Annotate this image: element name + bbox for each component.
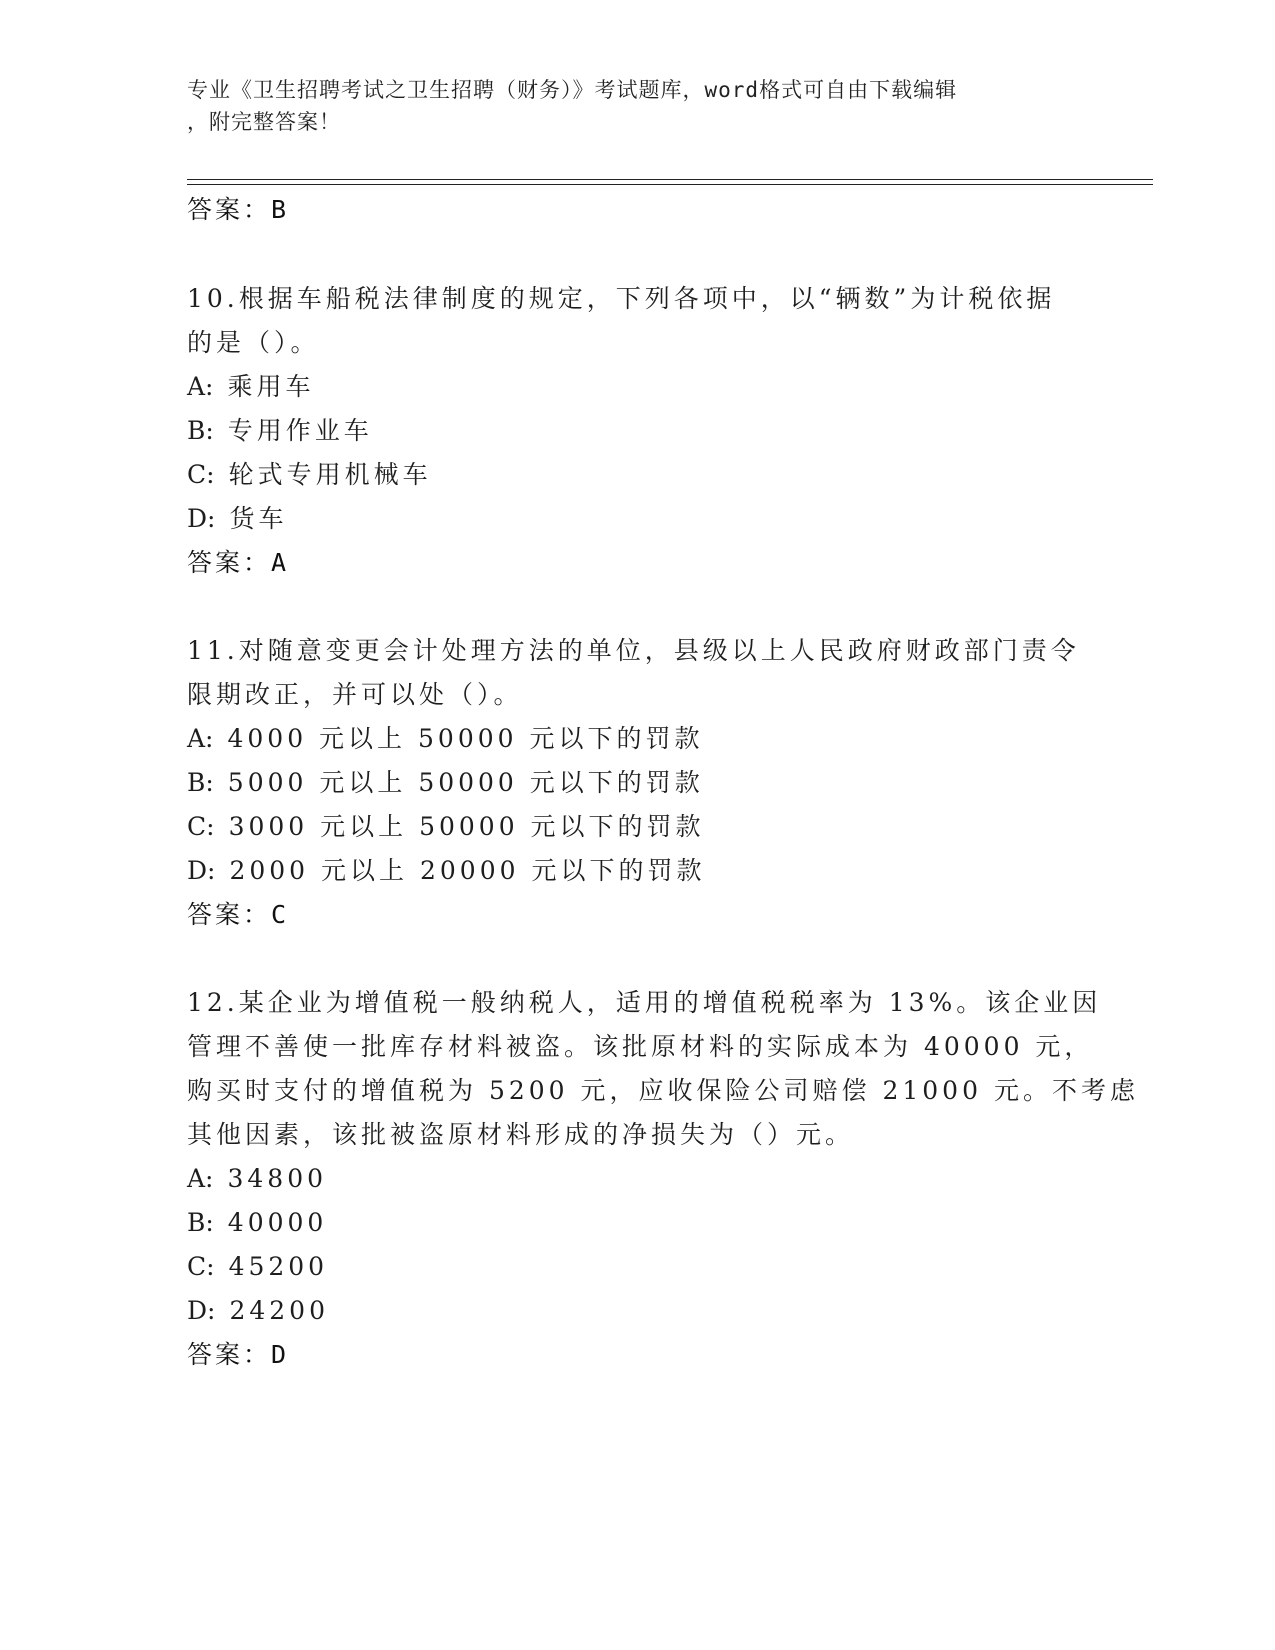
option-text: 5000 元以上 50000 元以下的罚款 bbox=[227, 768, 704, 797]
option-text: 轮式专用机械车 bbox=[228, 460, 432, 489]
option-text: 4000 元以上 50000 元以下的罚款 bbox=[227, 724, 704, 753]
option-a bbox=[187, 722, 703, 756]
option-label: C: bbox=[187, 1252, 215, 1281]
option-a bbox=[187, 370, 315, 404]
option-c bbox=[187, 810, 705, 844]
option-d bbox=[187, 1294, 329, 1328]
option-label: D: bbox=[187, 504, 216, 533]
option-text: 货车 bbox=[229, 504, 288, 533]
header-rule-top bbox=[187, 179, 1153, 180]
option-text: 34800 bbox=[227, 1164, 328, 1193]
header-line-2: ，附完整答案！ bbox=[187, 110, 341, 134]
option-label: A: bbox=[187, 724, 214, 753]
option-label: D: bbox=[187, 856, 216, 885]
question-stem-line: 12.某企业为增值税一般纳税人，适用的增值税税率为 13%。该企业因 bbox=[187, 988, 1102, 1017]
option-label: A: bbox=[187, 1164, 214, 1193]
option-text: 专用作业车 bbox=[227, 416, 373, 445]
answer: 答案：D bbox=[187, 1340, 290, 1369]
answer: 答案：C bbox=[187, 900, 290, 929]
header-line-1: 专业《卫生招聘考试之卫生招聘（财务）》考试题库，word格式可自由下载编辑 bbox=[187, 78, 958, 102]
option-d bbox=[187, 502, 287, 536]
option-label: C: bbox=[187, 812, 215, 841]
option-b bbox=[187, 766, 704, 800]
question-stem-line: 10.根据车船税法律制度的规定，下列各项中，以“辆数”为计税依据 bbox=[187, 284, 1056, 313]
option-label: D: bbox=[187, 1296, 216, 1325]
option-text: 乘用车 bbox=[227, 372, 315, 401]
question-stem-line: 11.对随意变更会计处理方法的单位，县级以上人民政府财政部门责令 bbox=[187, 636, 1080, 665]
document-header bbox=[187, 74, 1067, 138]
question-stem-line: 限期改正，并可以处（）。 bbox=[187, 680, 523, 709]
option-text: 40000 bbox=[227, 1208, 328, 1237]
option-label: B: bbox=[187, 1208, 214, 1237]
answer: 答案：A bbox=[187, 548, 290, 577]
question-stem-line: 管理不善使一批库存材料被盗。该批原材料的实际成本为 40000 元， bbox=[187, 1032, 1094, 1061]
option-a bbox=[187, 1162, 327, 1196]
option-text: 2000 元以上 20000 元以下的罚款 bbox=[229, 856, 706, 885]
option-label: A: bbox=[187, 372, 214, 401]
option-b bbox=[187, 1206, 327, 1240]
previous-answer: 答案：B bbox=[187, 195, 290, 224]
option-text: 24200 bbox=[229, 1296, 329, 1325]
option-b bbox=[187, 414, 373, 448]
option-label: B: bbox=[187, 416, 214, 445]
header-rule-bottom bbox=[187, 184, 1153, 185]
option-c bbox=[187, 458, 432, 492]
question-stem-line: 其他因素，该批被盗原材料形成的净损失为（）元。 bbox=[187, 1120, 855, 1149]
option-label: B: bbox=[187, 768, 214, 797]
option-d bbox=[187, 854, 705, 888]
option-c bbox=[187, 1250, 328, 1284]
question-stem-line: 的是（）。 bbox=[187, 328, 320, 357]
option-label: C: bbox=[187, 460, 215, 489]
question-stem-line: 购买时支付的增值税为 5200 元，应收保险公司赔偿 21000 元。不考虑 bbox=[187, 1076, 1139, 1105]
option-text: 45200 bbox=[228, 1252, 329, 1281]
option-text: 3000 元以上 50000 元以下的罚款 bbox=[228, 812, 705, 841]
